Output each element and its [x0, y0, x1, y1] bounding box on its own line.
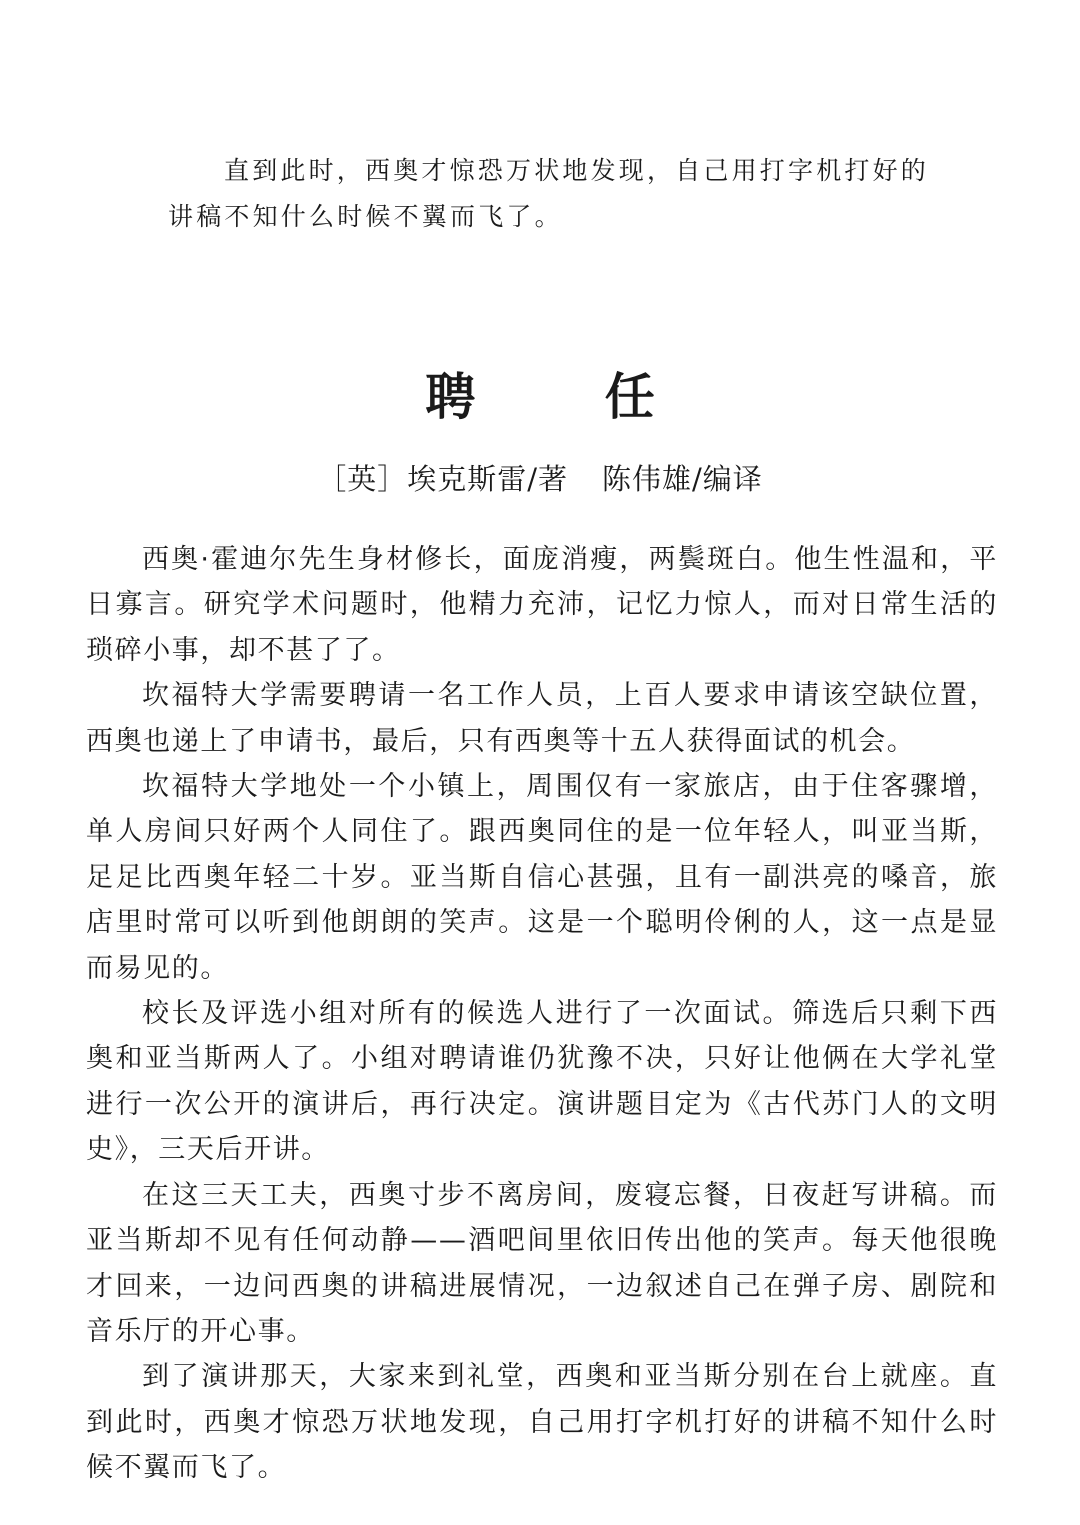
paragraph: 到了演讲那天，大家来到礼堂，西奥和亚当斯分别在台上就座。直到此时，西奥才惊恐万状地发现，自己用打字机打好的讲稿不知什么时候不翼而飞了。 [86, 1361, 998, 1484]
article-title: 聘 任 [425, 368, 711, 426]
epigraph-line-1: 直到此时，西奥才惊恐万状地发现，自己用打字机打好的 [224, 156, 930, 185]
paragraph: 西奥·霍迪尔先生身材修长，面庞消瘦，两鬓斑白。他生性温和，平日寡言。研究学术问题时，他精力充沛，记忆力惊人，而对日常生活的琐碎小事，却不甚了了。 [86, 544, 998, 666]
epigraph-quote [168, 148, 928, 240]
paragraph: 坎福特大学地处一个小镇上，周围仅有一家旅店，由于住客骤增，单人房间只好两个人同住了。跟西奥同住的是一位年轻人，叫亚当斯，足足比西奥年轻二十岁。亚当斯自信心甚强，且有一副洪亮的嗓音，旅店里时常可以听到他朗朗的笑声。这是一个聪明伶俐的人，这一点是显而易见的。 [86, 771, 998, 984]
byline-author: ［英］埃克斯雷/著 [317, 462, 568, 496]
article-body [86, 537, 998, 1491]
paragraph: 在这三天工夫，西奥寸步不离房间，废寝忘餐，日夜赶写讲稿。而亚当斯却不见有任何动静——酒吧间里依旧传出他的笑声。每天他很晚才回来，一边问西奥的讲稿进展情况，一边叙述自己在弹子房、剧院和音乐厅的开心事。 [86, 1179, 998, 1347]
epigraph-line-2: 讲稿不知什么时候不翼而飞了。 [168, 202, 563, 231]
paragraph: 校长及评选小组对所有的候选人进行了一次面试。筛选后只剩下西奥和亚当斯两人了。小组对聘请谁仍犹豫不决，只好让他俩在大学礼堂进行一次公开的演讲后，再行决定。演讲题目定为《古代苏门人的文明史》，三天后开讲。 [86, 998, 998, 1166]
byline-translator: 陈伟雄/编译 [602, 462, 763, 496]
byline [0, 456, 1080, 502]
paragraph: 坎福特大学需要聘请一名工作人员，上百人要求申请该空缺位置，西奥也递上了申请书，最后，只有西奥等十五人获得面试的机会。 [86, 680, 998, 757]
